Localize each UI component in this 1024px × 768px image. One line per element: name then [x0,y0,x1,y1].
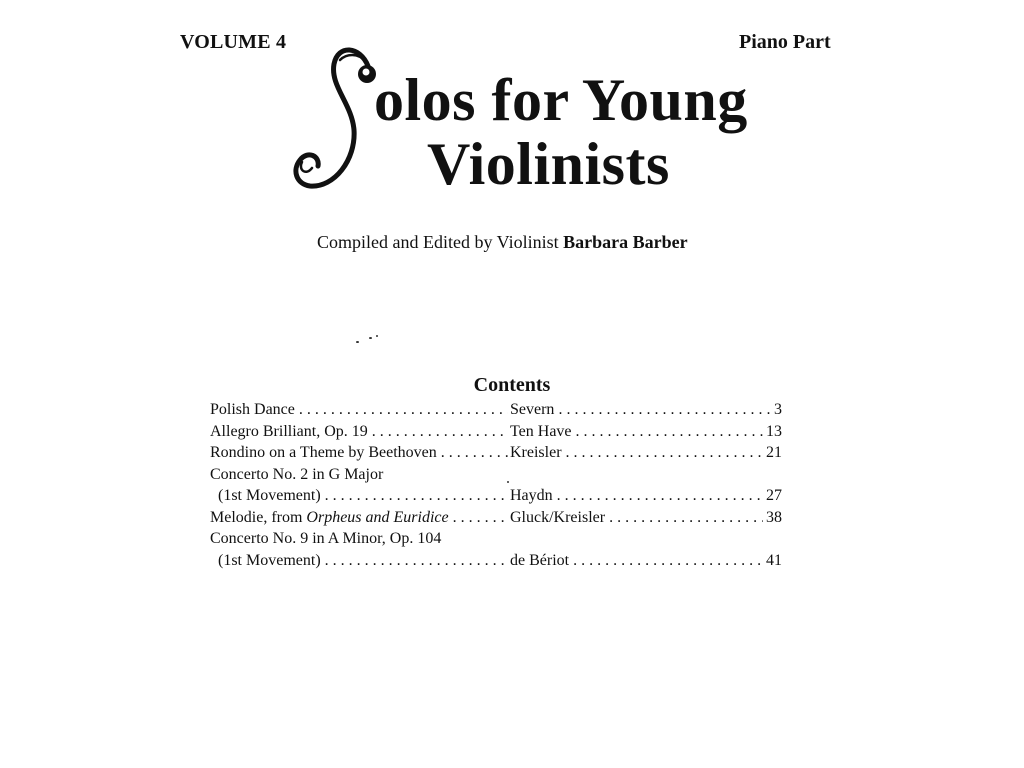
toc-row [210,550,808,572]
part-label: Piano Part [739,31,831,53]
toc-composer: Gluck/Kreisler 38 . . . [510,507,782,529]
credits-prefix: Compiled and Edited by Violinist [317,232,564,252]
toc-subtitle: (1st Movement) . . . [218,485,508,507]
toc-page-number: 41 [763,550,782,572]
toc-title: Polish Dance . . . [210,399,508,421]
toc-title: Allegro Brilliant, Op. 19 . . . [210,421,508,443]
toc-composer: Kreisler 21 . . . [510,442,782,464]
toc-subtitle: (1st Movement) . . . [218,550,508,572]
scan-speck [376,335,378,337]
credits-line [317,232,688,253]
toc-title: Concerto No. 2 in G Major [210,465,384,483]
toc-row [210,399,808,421]
toc-page-number: 3 [771,399,782,421]
toc-row [210,528,808,550]
toc-row [210,421,808,443]
toc-title: Melodie, from Orpheus and Euridice . . . [210,507,508,529]
table-of-contents [210,399,808,571]
toc-composer: Ten Have 13 . . . [510,421,782,443]
toc-composer: Haydn 27 . . . [510,485,782,507]
toc-row [210,507,808,529]
toc-title: Rondino on a Theme by Beethoven . . . [210,442,508,464]
toc-page-number: 13 [763,421,782,443]
toc-page-number: 27 [763,485,782,507]
toc-page-number: 21 [763,442,782,464]
toc-row [210,485,808,507]
toc-page-number: 38 [763,507,782,529]
toc-composer: de Bériot 41 . . . [510,550,782,572]
title-line-2: Violinists [427,131,670,197]
title-line-1: olos for Young [374,67,748,133]
toc-row [210,442,808,464]
editor-name: Barbara Barber [563,232,688,252]
contents-heading: Contents [473,374,551,396]
scan-speck [356,341,359,343]
toc-composer: Severn 3 . . . [510,399,782,421]
toc-title: Concerto No. 9 in A Minor, Op. 104 [210,530,442,547]
scan-speck [369,337,372,339]
toc-row [210,464,808,486]
volume-label: VOLUME 4 [180,31,287,53]
